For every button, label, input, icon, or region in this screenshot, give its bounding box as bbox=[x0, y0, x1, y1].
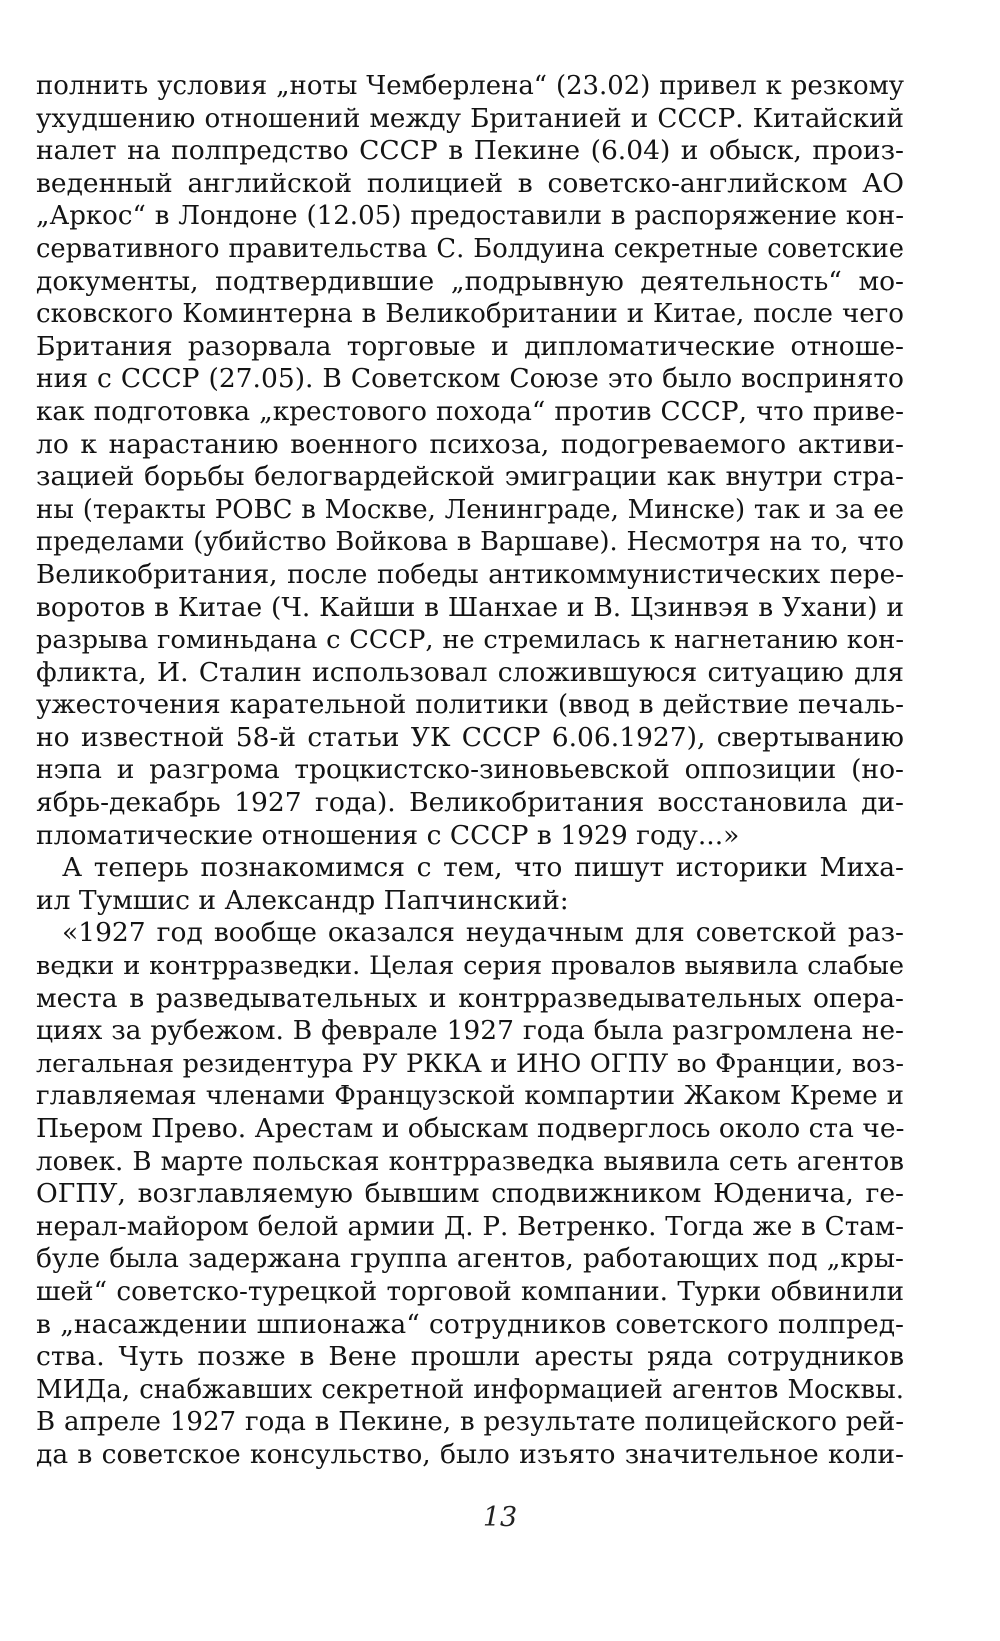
text-line: налет на полпредство СССР в Пекине (6.04) и обыск, произ- bbox=[36, 135, 904, 167]
text-line: нэпа и разгрома троцкистско-зиновьевской оппозиции (но- bbox=[36, 754, 904, 786]
text-line: МИДа, снабжавших секретной информацией агентов Москвы. bbox=[36, 1374, 904, 1405]
body-text bbox=[36, 70, 904, 1472]
text-line: циях за рубежом. В феврале 1927 года была разгромлена не- bbox=[36, 1015, 904, 1047]
text-line: зацией борьбы белогвардейской эмиграции как внутри стра- bbox=[36, 461, 904, 493]
text-line: в „насаждении шпионажа“ сотрудников советского полпред- bbox=[36, 1308, 904, 1340]
text-line: ло к нарастанию военного психоза, подогреваемого активи- bbox=[36, 428, 904, 460]
text-line: места в разведывательных и контрразведывательных опера- bbox=[36, 982, 904, 1014]
text-line: ловек. В марте польская контрразведка выявила сеть агентов bbox=[36, 1146, 904, 1177]
text-line: Великобритания, после победы антикоммунистических пере- bbox=[36, 559, 904, 590]
text-line: как подготовка „крестового похода“ против СССР, что приве- bbox=[36, 396, 904, 427]
text-line: легальная резидентура РУ РККА и ИНО ОГПУ во Франции, воз- bbox=[36, 1048, 904, 1079]
text-line: „Аркос“ в Лондоне (12.05) предоставили в распоряжение кон- bbox=[36, 201, 904, 232]
text-line: веденный английской полицией в советско-английском АО bbox=[36, 167, 904, 199]
text-line: ОГПУ, возглавляемую бывшим сподвижником Юденича, ге- bbox=[36, 1178, 904, 1210]
text-line: полнить условия „ноты Чемберлена“ (23.02) привел к резкому bbox=[36, 71, 904, 101]
text-line: буле была задержана группа агентов, работающих под „кры- bbox=[36, 1243, 904, 1275]
text-line: А теперь познакомимся с тем, что пишут историки Миха- bbox=[62, 852, 904, 884]
text-line: ил Тумшис и Александр Папчинский: bbox=[36, 884, 569, 916]
text-line: В апреле 1927 года в Пекине, в результате полицейского рей- bbox=[36, 1407, 904, 1438]
text-line: Пьером Прево. Арестам и обыскам подверглось около ста че- bbox=[36, 1113, 905, 1144]
text-line: сковского Коминтерна в Великобритании и Китае, после чего bbox=[36, 299, 904, 330]
text-line: ябрь-декабрь 1927 года). Великобритания восстановила ди- bbox=[36, 787, 904, 819]
text-line: ведки и контрразведки. Целая серия провалов выявила слабые bbox=[36, 951, 904, 982]
text-line: разрыва гоминьдана с СССР, не стремилась к нагнетанию кон- bbox=[36, 625, 904, 656]
text-line: ния с СССР (27.05). В Советском Союзе это было воспринято bbox=[36, 363, 904, 395]
text-line: шей“ советско-турецкой торговой компании. Турки обвинили bbox=[36, 1276, 904, 1307]
text-line: Британия разорвала торговые и дипломатические отноше- bbox=[36, 330, 904, 362]
page-number: 13 bbox=[482, 1502, 518, 1533]
text-line: ны (теракты РОВС в Москве, Ленинграде, Минске) так и за ее bbox=[36, 494, 904, 525]
text-line: да в советское консульство, было изъято значительное коли- bbox=[36, 1438, 904, 1470]
text-line: воротов в Китае (Ч. Кайши в Шанхае и В. Цзинвэя в Ухани) и bbox=[36, 591, 904, 623]
text-line: ухудшению отношений между Британией и СССР. Китайский bbox=[36, 103, 904, 134]
text-line: ужесточения карательной политики (ввод в действие печаль- bbox=[36, 690, 904, 721]
text-line: пределами (убийство Войкова в Варшаве). Несмотря на то, что bbox=[36, 527, 904, 558]
text-line: но известной 58-й статьи УК СССР 6.06.1927), свертыванию bbox=[36, 721, 904, 753]
text-line: «1927 год вообще оказался неудачным для советской раз- bbox=[62, 917, 904, 949]
text-line: пломатические отношения с СССР в 1929 году...» bbox=[36, 819, 740, 851]
text-line: документы, подтвердившие „подрывную деятельность“ мо- bbox=[36, 265, 904, 297]
text-line: сервативного правительства С. Болдуина секретные советские bbox=[36, 233, 904, 264]
text-line: фликта, И. Сталин использовал сложившуюся ситуацию для bbox=[36, 656, 904, 688]
text-line: главляемая членами Французской компартии Жаком Креме и bbox=[36, 1081, 904, 1112]
text-line: ства. Чуть позже в Вене прошли аресты ряда сотрудников bbox=[36, 1341, 904, 1373]
text-line: нерал-майором белой армии Д. Р. Ветренко. Тогда же в Стам- bbox=[36, 1211, 904, 1242]
